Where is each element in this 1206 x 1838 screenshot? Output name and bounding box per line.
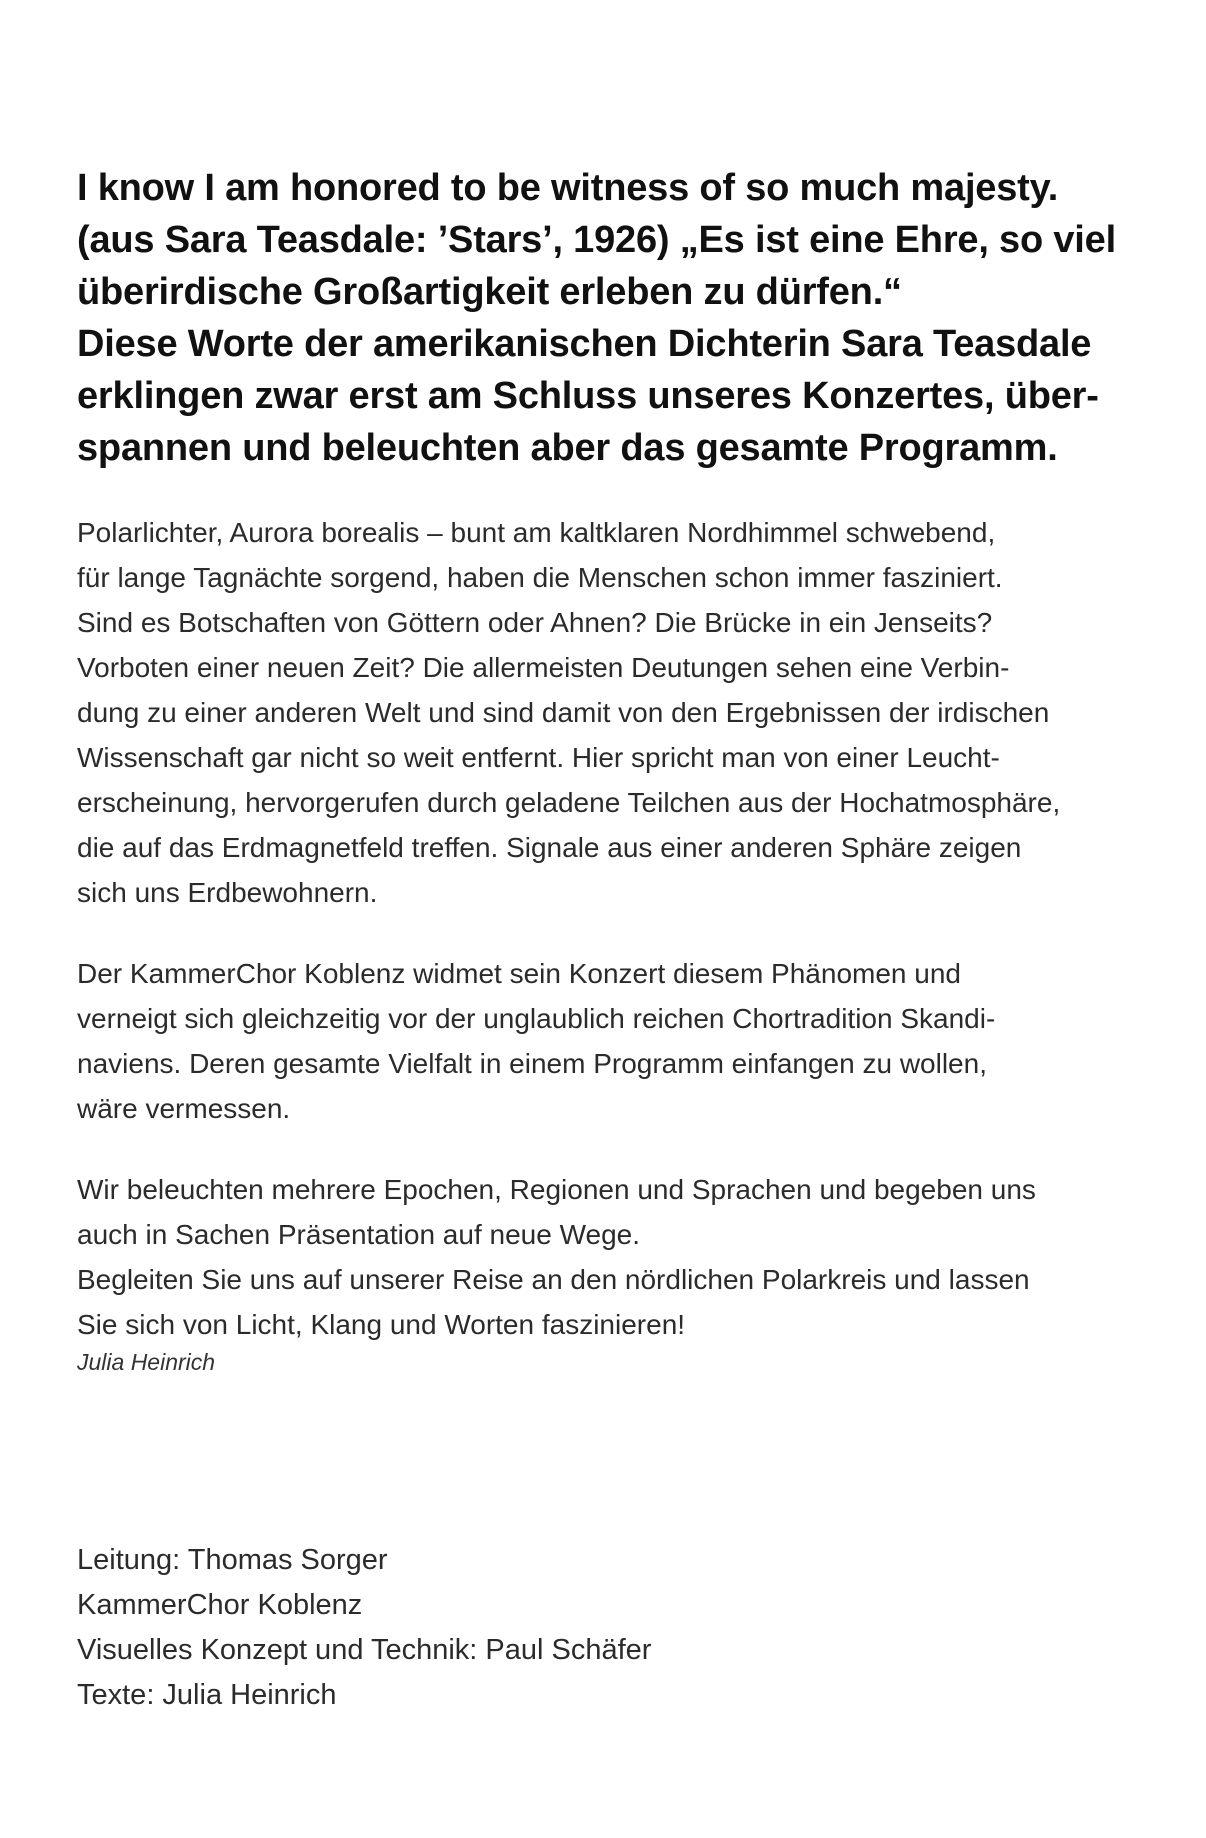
paragraph-line: für lange Tagnächte sorgend, haben die Menschen schon immer fasziniert.: [77, 562, 1003, 593]
credit-line: KammerChor Koblenz: [77, 1589, 363, 1621]
paragraph-line: auch in Sachen Präsentation auf neue Wege.: [77, 1219, 640, 1250]
main-text-block: [77, 162, 1167, 1377]
paragraph-line: Polarlichter, Aurora borealis – bunt am kaltklaren Nordhimmel schwebend,: [77, 517, 996, 548]
paragraph-line: Begleiten Sie uns auf unserer Reise an den nördlichen Polarkreis und lassen: [77, 1264, 1030, 1295]
credits-block: [77, 1538, 651, 1718]
paragraph-reise: [77, 1167, 1167, 1347]
paragraph-polarlichter: [77, 510, 1167, 915]
paragraph-line: wäre vermessen.: [77, 1093, 291, 1124]
paragraph-line: sich uns Erdbewohnern.: [77, 877, 378, 908]
paragraph-line: verneigt sich gleichzeitig vor der unglaublich reichen Chortradition Skandi-: [77, 1003, 996, 1034]
intro-line: (aus Sara Teasdale: ’Stars’, 1926) „Es ist eine Ehre, so viel: [77, 219, 1116, 261]
paragraph-kammerchor: [77, 951, 1167, 1131]
credit-line: Visuelles Konzept und Technik: Paul Schäfer: [77, 1634, 652, 1666]
intro-line: Diese Worte der amerikanischen Dichterin Sara Teasdale: [77, 323, 1092, 365]
paragraph-line: dung zu einer anderen Welt und sind damit von den Ergebnissen der irdischen: [77, 697, 1050, 728]
intro-line: überirdische Großartigkeit erleben zu dürfen.“: [77, 271, 902, 313]
paragraph-line: Sie sich von Licht, Klang und Worten faszinieren!: [77, 1309, 686, 1340]
paragraph-line: Sind es Botschaften von Göttern oder Ahnen? Die Brücke in ein Jenseits?: [77, 607, 993, 638]
paragraph-line: Wir beleuchten mehrere Epochen, Regionen und Sprachen und begeben uns: [77, 1174, 1036, 1205]
intro-line: spannen und beleuchten aber das gesamte Programm.: [77, 427, 1058, 469]
credit-line: Leitung: Thomas Sorger: [77, 1544, 388, 1576]
credit-line: Texte: Julia Heinrich: [77, 1679, 337, 1711]
paragraph-line: die auf das Erdmagnetfeld treffen. Signale aus einer anderen Sphäre zeigen: [77, 832, 1022, 863]
paragraph-line: Der KammerChor Koblenz widmet sein Konzert diesem Phänomen und: [77, 958, 961, 989]
paragraph-line: Wissenschaft gar nicht so weit entfernt. Hier spricht man von einer Leucht-: [77, 742, 1000, 773]
paragraph-line: erscheinung, hervorgerufen durch geladene Teilchen aus der Hochatmosphäre,: [77, 787, 1061, 818]
author-signature: Julia Heinrich: [77, 1349, 216, 1375]
intro-quote: [77, 162, 1167, 474]
intro-line: erklingen zwar erst am Schluss unseres Konzertes, über-: [77, 375, 1099, 417]
paragraph-line: naviens. Deren gesamte Vielfalt in einem Programm einfangen zu wollen,: [77, 1048, 987, 1079]
intro-line: I know I am honored to be witness of so much majesty.: [77, 167, 1059, 209]
paragraph-line: Vorboten einer neuen Zeit? Die allermeisten Deutungen sehen eine Verbin-: [77, 652, 1010, 683]
